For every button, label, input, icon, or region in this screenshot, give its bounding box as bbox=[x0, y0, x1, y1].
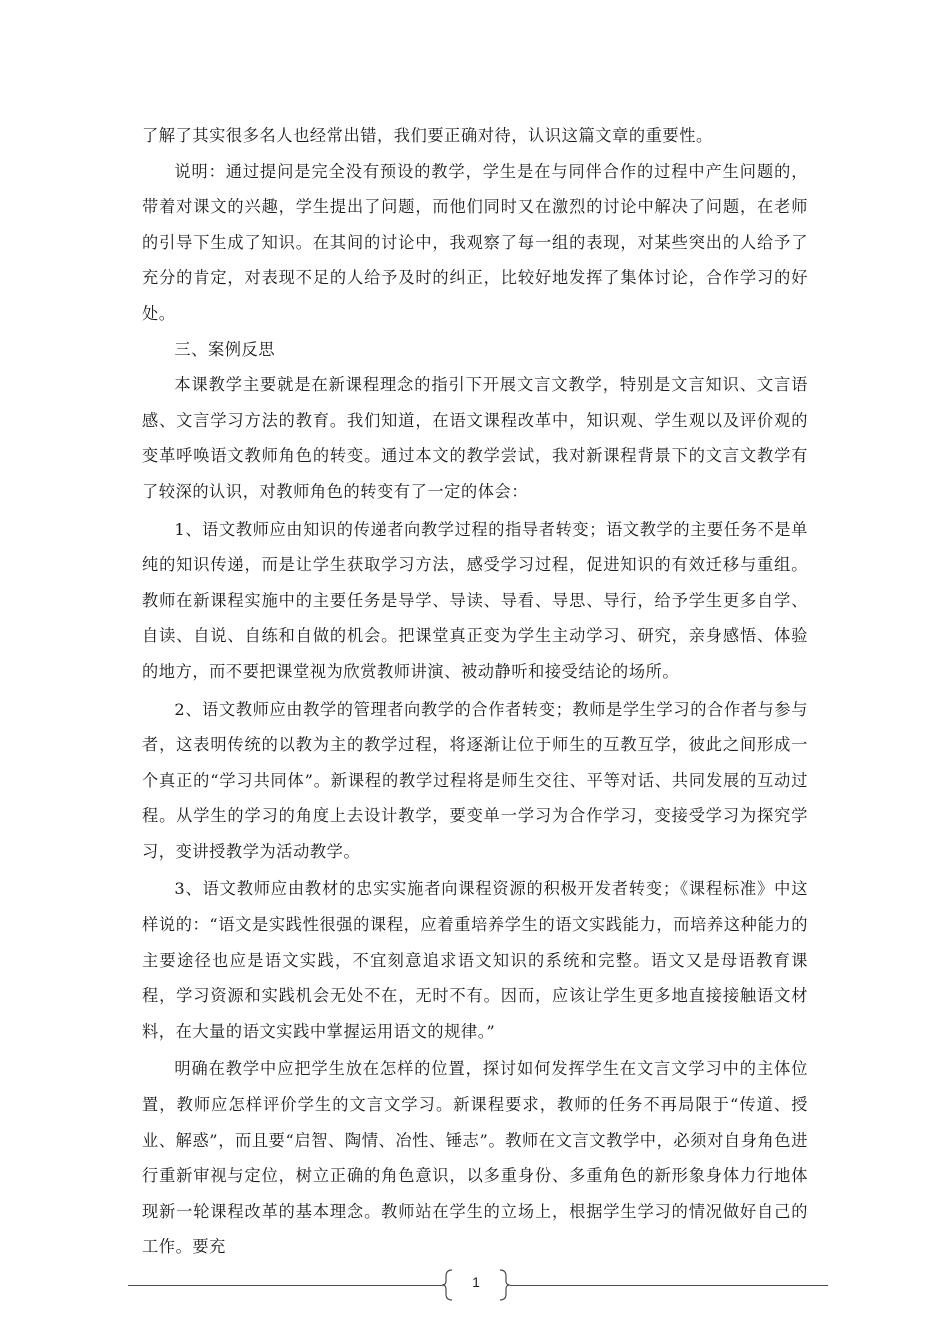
paragraph-continuation: 了解了其实很多名人也经常出错，我们要正确对待，认识这篇文章的重要性。 bbox=[142, 126, 713, 145]
paragraph-conclusion: 明确在教学中应把学生放在怎样的位置，探讨如何发挥学生在文言文学习中的主体位置，教师应怎样评价学生的文言文学习。新课程要求，教师的任务不再局限于“传道、授业、解惑”，而且要“启智、陶情、冶性、锤志”。教师在文言文教学中，必须对自身角色进行重新审视与定位，树立正确的角色意识，以多重身份、多重角色的新形象身体力行地体现新一轮课程改革的基本理念。教师站在学生的立场上，根据学生学习的情况做好自己的工作。要充 bbox=[142, 1059, 808, 1257]
paragraph-explanation: 说明：通过提问是完全没有预设的教学，学生是在与同伴合作的过程中产生问题的，带着对课文的兴趣，学生提出了问题，而他们同时又在激烈的讨论中解决了问题，在老师的引导下生成了知识。在其间的讨论中，我观察了每一组的表现，对某些突出的人给予了充分的肯定，对表现不足的人给予及时的纠正，比较好地发挥了集体讨论，合作学习的好处。 bbox=[142, 161, 808, 323]
section-heading-case-reflection: 三、案例反思 bbox=[174, 339, 276, 359]
footer-rule-right bbox=[510, 1285, 828, 1286]
paragraph-reflection-intro: 本课教学主要就是在新课程理念的指引下开展文言文教学，特别是文言知识、文言语感、文言学习方法的教育。我们知道，在语文课程改革中，知识观、学生观以及评价观的变革呼唤语文教师角色的转变。通过本文的教学尝试，我对新课程背景下的文言文教学有了较深的认识，对教师角色的转变有了一定的体会： bbox=[142, 375, 808, 501]
paragraph-point-1: 1、语文教师应由知识的传递者向教学过程的指导者转变；语文教学的主要任务不是单纯的知识传递，而是让学生获取学习方法，感受学习过程，促进知识的有效迁移与重组。教师在新课程实施中的主要任务是导学、导读、导看、导思、导行，给予学生更多自学、自读、自说、自练和自做的机会。把课堂真正变为学生主动学习、研究，亲身感悟、体验的地方，而不要把课堂视为欣赏教师讲演、被动静听和接受结论的场所。 bbox=[142, 519, 808, 681]
paragraph-point-3: 3、语文教师应由教材的忠实实施者向课程资源的积极开发者转变；《课程标准》中这样说的：“语文是实践性很强的课程，应着重培养学生的语文实践能力，而培养这种能力的主要途径也应是语文实践，不宜刻意追求语文知识的系统和完整。语文又是母语教育课程，学习资源和实践机会无处不在，无时不有。因而，应该让学生更多地直接接触语文材料，在大量的语文实践中掌握运用语文的规律。” bbox=[142, 879, 808, 1041]
page-number: 1 bbox=[472, 1274, 480, 1290]
page-footer bbox=[128, 1268, 828, 1302]
page-number-bracket bbox=[442, 1268, 510, 1302]
paragraph-point-2: 2、语文教师应由教学的管理者向教学的合作者转变；教师是学生学习的合作者与参与者，这表明传统的以教为主的教学过程，将逐渐让位于师生的互教互学，彼此之间形成一个真正的“学习共同体”。新课程的教学过程将是师生交往、平等对话、共同发展的互动过程。从学生的学习的角度上去设计教学，要变单一学习为合作学习，变接受学习为探究学习，变讲授教学为活动教学。 bbox=[142, 699, 808, 861]
document-body bbox=[142, 118, 808, 1265]
footer-rule-left bbox=[128, 1285, 442, 1286]
